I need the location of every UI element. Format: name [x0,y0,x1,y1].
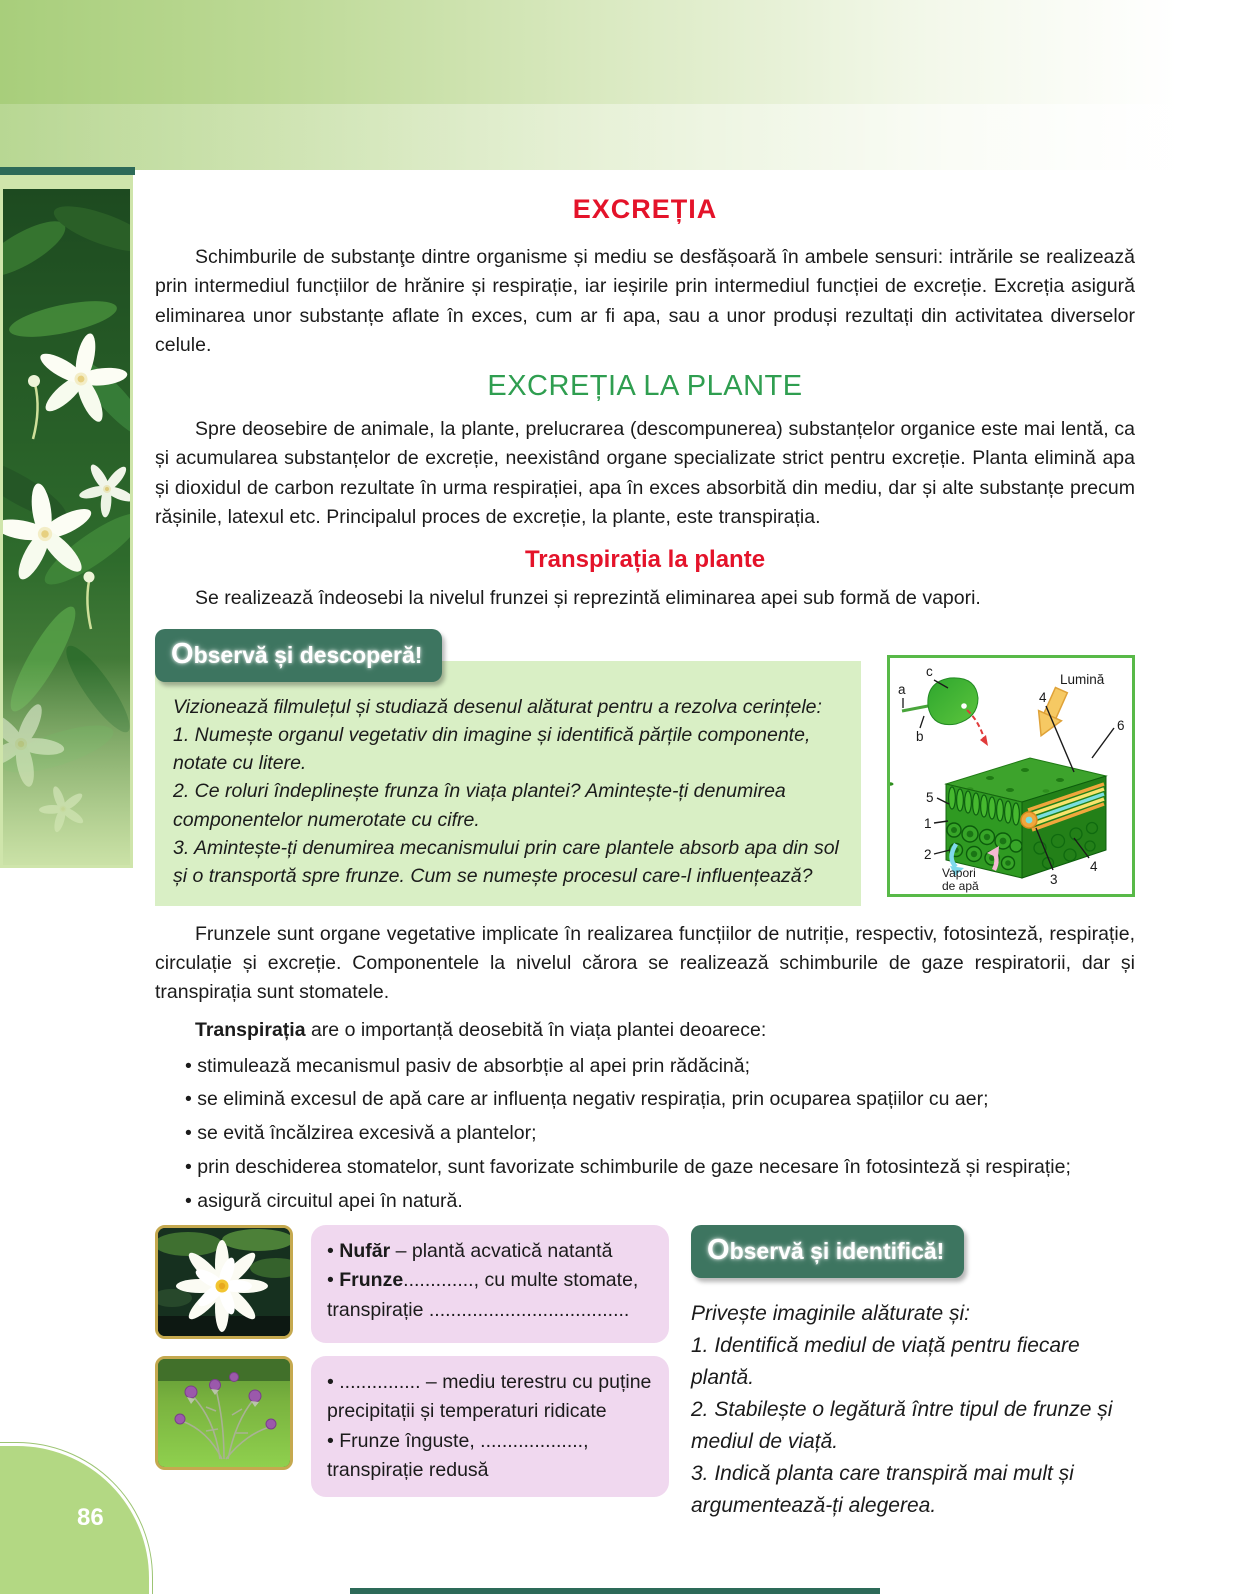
card-row-nufar [155,1225,669,1343]
observa-descopera-section [155,629,1135,906]
footer-bar [350,1588,880,1594]
plant-cards-column [155,1225,669,1521]
header-gradient-lower [0,104,1240,170]
page-title: EXCREȚIA [572,194,718,224]
svg-text:1: 1 [924,816,932,832]
nufar-text-box [311,1225,669,1343]
light-label: Lumină [1060,672,1105,688]
observa-identifica-column [691,1225,1135,1521]
task-intro: Vizionează filmulețul și studiază desenul alăturat pentru a rezolva cerințele: [173,696,822,719]
svg-text:5: 5 [926,790,934,806]
svg-text:b: b [916,729,924,745]
card-line: • Frunze............., cu multe stomate, transpirație ..................................... [327,1269,639,1321]
subsection-title-transpiratia: Transpirația la plante [524,546,766,573]
card-line: • Nufăr – plantă acvatică natantă [327,1240,613,1263]
bottom-section [155,1225,1135,1521]
thistle-photo [155,1356,293,1470]
task-item: 2. Ce roluri îndeplinește frunza în viața plantei? Amintește-ți denumirea componentelor numerotate cu cifre. [173,780,786,831]
page-number-shape [0,1443,152,1594]
list-item: • prin deschiderea stomatelor, sunt favorizate schimburile de gaze necesare în fotosinteză și respirație; [185,1155,1071,1178]
paragraph-transpiratia: Se realizează îndeosebi la nivelul frunzei și reprezintă eliminarea apei sub formă de vapori. [195,587,981,609]
list-item: • asigură circuitul apei în natură. [185,1189,463,1212]
terestru-text-box [311,1356,669,1497]
svg-text:a: a [898,682,906,698]
svg-text:de apă: de apă [942,879,979,894]
observa-descopera-badge: Observă și descoperă! [155,629,442,682]
sidebar-panel [0,175,133,868]
header-gradient-band [0,0,1240,170]
vapor-label: Vapori [942,866,976,881]
task-item: 1. Identifică mediul de viață pentru fiecare plantă. [691,1334,1080,1390]
observa-descopera-column [155,629,861,906]
task-item: 2. Stabilește o legătură între tipul de frunze și mediul de viață. [691,1397,1113,1453]
task-item: 3. Amintește-ți denumirea mecanismului prin care plantele absorb apa din sol și o transportă spre frunze. Cum se numește procesul care-l influențează? [173,836,839,887]
water-lily-photo [155,1225,293,1339]
sidebar-accent-rule [0,167,135,175]
card-line: • Frunze înguste, ..................., transpirație redusă [327,1429,589,1481]
task-intro: Privește imaginile alăturate și: [691,1302,970,1326]
observa-descopera-box [155,661,861,906]
page-number: 86 [77,1504,104,1531]
card-row-thistle [155,1356,669,1497]
task-item: 1. Numește organul vegetativ din imagine și identifică părțile componente, notate cu litere. [173,724,811,775]
jasmine-flowers-photo [3,189,130,865]
paragraph-plante: Spre deosebire de animale, la plante, prelucrarea (descompunerea) substanțelor organice este mai lentă, ca și acumularea substanțelor de excreție, neexistând organe specializate strict pentru excreție. Planta elimină apa și dioxidul de carbon rezultate în urma respirației, apa în exces absorbită din mediu, dar și alte substanțe precum rășinile, latexul etc. Principalul proces de excreție, la plante, este transpirația. [155,418,1135,528]
paragraph-intro: Schimburile de substanţe dintre organisme și mediu se desfășoară în ambele sensuri: intrările se realizează prin intermediul funcțiilor de hrănire și respirație, iar ieșirile prin intermediul funcției de excreție. Excreția asigură eliminarea unor substanțe aflate în exces, cum ar fi apa, sau a unor produși rezultați din activitatea diverselor celule. [155,246,1135,356]
svg-text:c: c [926,664,933,680]
svg-text:2: 2 [924,847,932,863]
svg-text:4: 4 [1039,690,1047,706]
leaf-drawing [898,664,988,746]
list-item: • stimulează mecanismul pasiv de absorbție al apei prin rădăcină; [185,1054,751,1077]
card-line: • ............... – mediu terestru cu puține precipitații și temperaturi ridicate [327,1371,652,1423]
observa-identifica-badge: Observă și identifică! [691,1225,964,1278]
importance-list [155,1053,1135,1215]
paragraph-importanta: Transpirația are o importanță deosebită în viața plantei deoarece: [195,1018,767,1041]
main-content [155,190,1135,1522]
svg-text:3: 3 [1050,872,1058,888]
light-arrow-icon [1030,685,1073,741]
observa-identifica-text [691,1298,1135,1521]
task-item: 3. Indică planta care transpiră mai mult și argumentează-ți alegerea. [691,1461,1074,1517]
list-item: • se evită încălzirea excesivă a plantelor; [185,1122,537,1145]
section-title-plante: EXCREȚIA LA PLANTE [487,370,803,402]
list-item: • se elimină excesul de apă care ar influența negativ respirația, prin ocuparea spațiilor cu aer; [185,1088,989,1111]
importanta-lead: Transpirația [195,1018,306,1041]
leaf-cross-section-diagram [887,655,1135,897]
svg-text:4: 4 [1090,859,1098,875]
svg-text:6: 6 [1117,718,1125,734]
paragraph-frunzele: Frunzele sunt organe vegetative implicate în realizarea funcțiilor de nutriție, respectiv, fotosinteză, respirație, circulație și excreție. Componentele la nivelul cărora se realizează schimburile de gaze respiratorii, dar și transpirația sunt stomatele. [155,922,1135,1004]
